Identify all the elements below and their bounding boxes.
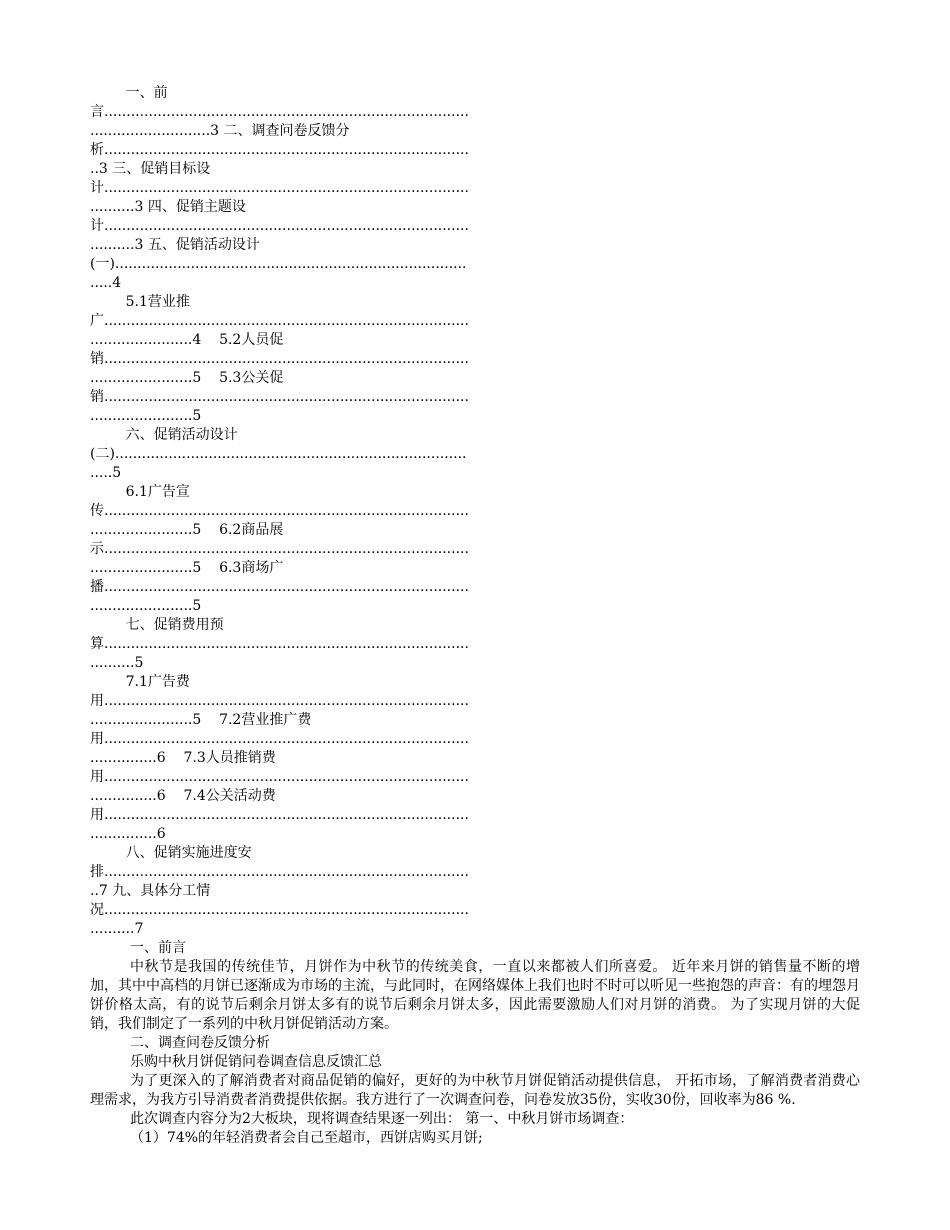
toc-line: 销.................................................................................. bbox=[90, 351, 469, 367]
toc-line: 八、促销实施进度安 bbox=[90, 845, 252, 861]
toc-line: 6.1广告宣 bbox=[90, 484, 190, 500]
toc-line: .......................5 5.3公关促 bbox=[90, 370, 284, 386]
paragraph-survey-content: 此次调查内容分为2大板块，现将调查结果逐一列出： 第一、中秋月饼市场调查： bbox=[130, 1111, 634, 1127]
survey-subheading: 乐购中秋月饼促销问卷调查信息反馈汇总 bbox=[130, 1054, 382, 1070]
toc-line: .......................4 5.2人员促 bbox=[90, 332, 284, 348]
toc-line: 计.................................................................................. bbox=[90, 218, 469, 234]
toc-line: 用.................................................................................. bbox=[90, 693, 469, 709]
toc-line: 销.................................................................................. bbox=[90, 389, 469, 405]
toc-line: .....4 bbox=[90, 275, 122, 291]
toc-line: .......................5 7.2营业推广费 bbox=[90, 712, 312, 728]
toc-line: ..........5 bbox=[90, 655, 144, 671]
table-of-contents bbox=[90, 84, 860, 939]
toc-line: 况.................................................................................. bbox=[90, 902, 469, 918]
toc-line: 一、前 bbox=[90, 85, 168, 101]
toc-line: 传.................................................................................. bbox=[90, 503, 469, 519]
toc-line: 算.................................................................................. bbox=[90, 636, 469, 652]
toc-line: 言.................................................................................. bbox=[90, 104, 469, 120]
toc-line: ...............6 7.4公关活动费 bbox=[90, 788, 276, 804]
toc-line: 示.................................................................................. bbox=[90, 541, 469, 557]
toc-line: 计.................................................................................. bbox=[90, 180, 469, 196]
document-page bbox=[90, 84, 860, 1148]
toc-line: 七、促销费用预 bbox=[90, 617, 224, 633]
toc-line: ...............6 7.3人员推销费 bbox=[90, 750, 276, 766]
toc-line: 用.................................................................................. bbox=[90, 769, 469, 785]
paragraph-survey-item-1: （1）74%的年轻消费者会自己至超市，西饼店购买月饼; bbox=[130, 1130, 483, 1146]
toc-line: (二)............................................................................... bbox=[90, 446, 467, 462]
toc-line: 5.1营业推 bbox=[90, 294, 190, 310]
section-heading-preface: 一、前言 bbox=[130, 940, 186, 956]
toc-line: 用.................................................................................. bbox=[90, 731, 469, 747]
toc-line: ..3 三、促销目标设 bbox=[90, 161, 211, 177]
toc-line: 析.................................................................................. bbox=[90, 142, 469, 158]
toc-line: ...............6 bbox=[90, 826, 166, 842]
toc-line: ..7 九、具体分工情 bbox=[90, 883, 211, 899]
paragraph-preface: 中秋节是我国的传统佳节，月饼作为中秋节的传统美食，一直以来都被人们所喜爱。 近年来月饼的销售量不断的增加，其中中高档的月饼已逐渐成为市场的主流，与此同时，在网络媒体上我们也时不时可以听见一些抱怨的声音：有的埋怨月饼价格太高，有的说节后剩余月饼太多有的说节后剩余月饼太多，因此需要激励人们对月饼的消费。 为了实现月饼的大促销，我们制定了一系列的中秋月饼促销活动方案。 bbox=[90, 959, 860, 1032]
toc-line: 播.................................................................................. bbox=[90, 579, 469, 595]
paragraph-survey-intro: 为了更深入的了解消费者对商品促销的偏好，更好的为中秋节月饼促销活动提供信息， 开拓市场，了解消费者消费心理需求，为我方引导消费者消费提供依据。我方进行了一次调查问卷，问卷发放35份，实收30份，回收率为86 %. bbox=[90, 1073, 860, 1108]
toc-line: (一)............................................................................... bbox=[90, 256, 467, 272]
section-heading-survey: 二、调查问卷反馈分析 bbox=[130, 1035, 270, 1051]
toc-line: .......................5 6.2商品展 bbox=[90, 522, 284, 538]
toc-line: 7.1广告费 bbox=[90, 674, 190, 690]
toc-line: ..........7 bbox=[90, 921, 144, 937]
toc-line: .......................5 bbox=[90, 408, 202, 424]
toc-line: 六、促销活动设计 bbox=[90, 427, 238, 443]
toc-line: ..........3 四、促销主题设 bbox=[90, 199, 246, 215]
toc-line: .......................5 bbox=[90, 598, 202, 614]
toc-line: 用.................................................................................. bbox=[90, 807, 469, 823]
toc-line: ..........3 五、促销活动设计 bbox=[90, 237, 260, 253]
toc-line: .....5 bbox=[90, 465, 122, 481]
document-body bbox=[90, 939, 860, 1148]
toc-line: ...........................3 二、调查问卷反馈分 bbox=[90, 123, 350, 139]
toc-line: 排.................................................................................. bbox=[90, 864, 469, 880]
toc-line: .......................5 6.3商场广 bbox=[90, 560, 284, 576]
toc-line: 广.................................................................................. bbox=[90, 313, 469, 329]
